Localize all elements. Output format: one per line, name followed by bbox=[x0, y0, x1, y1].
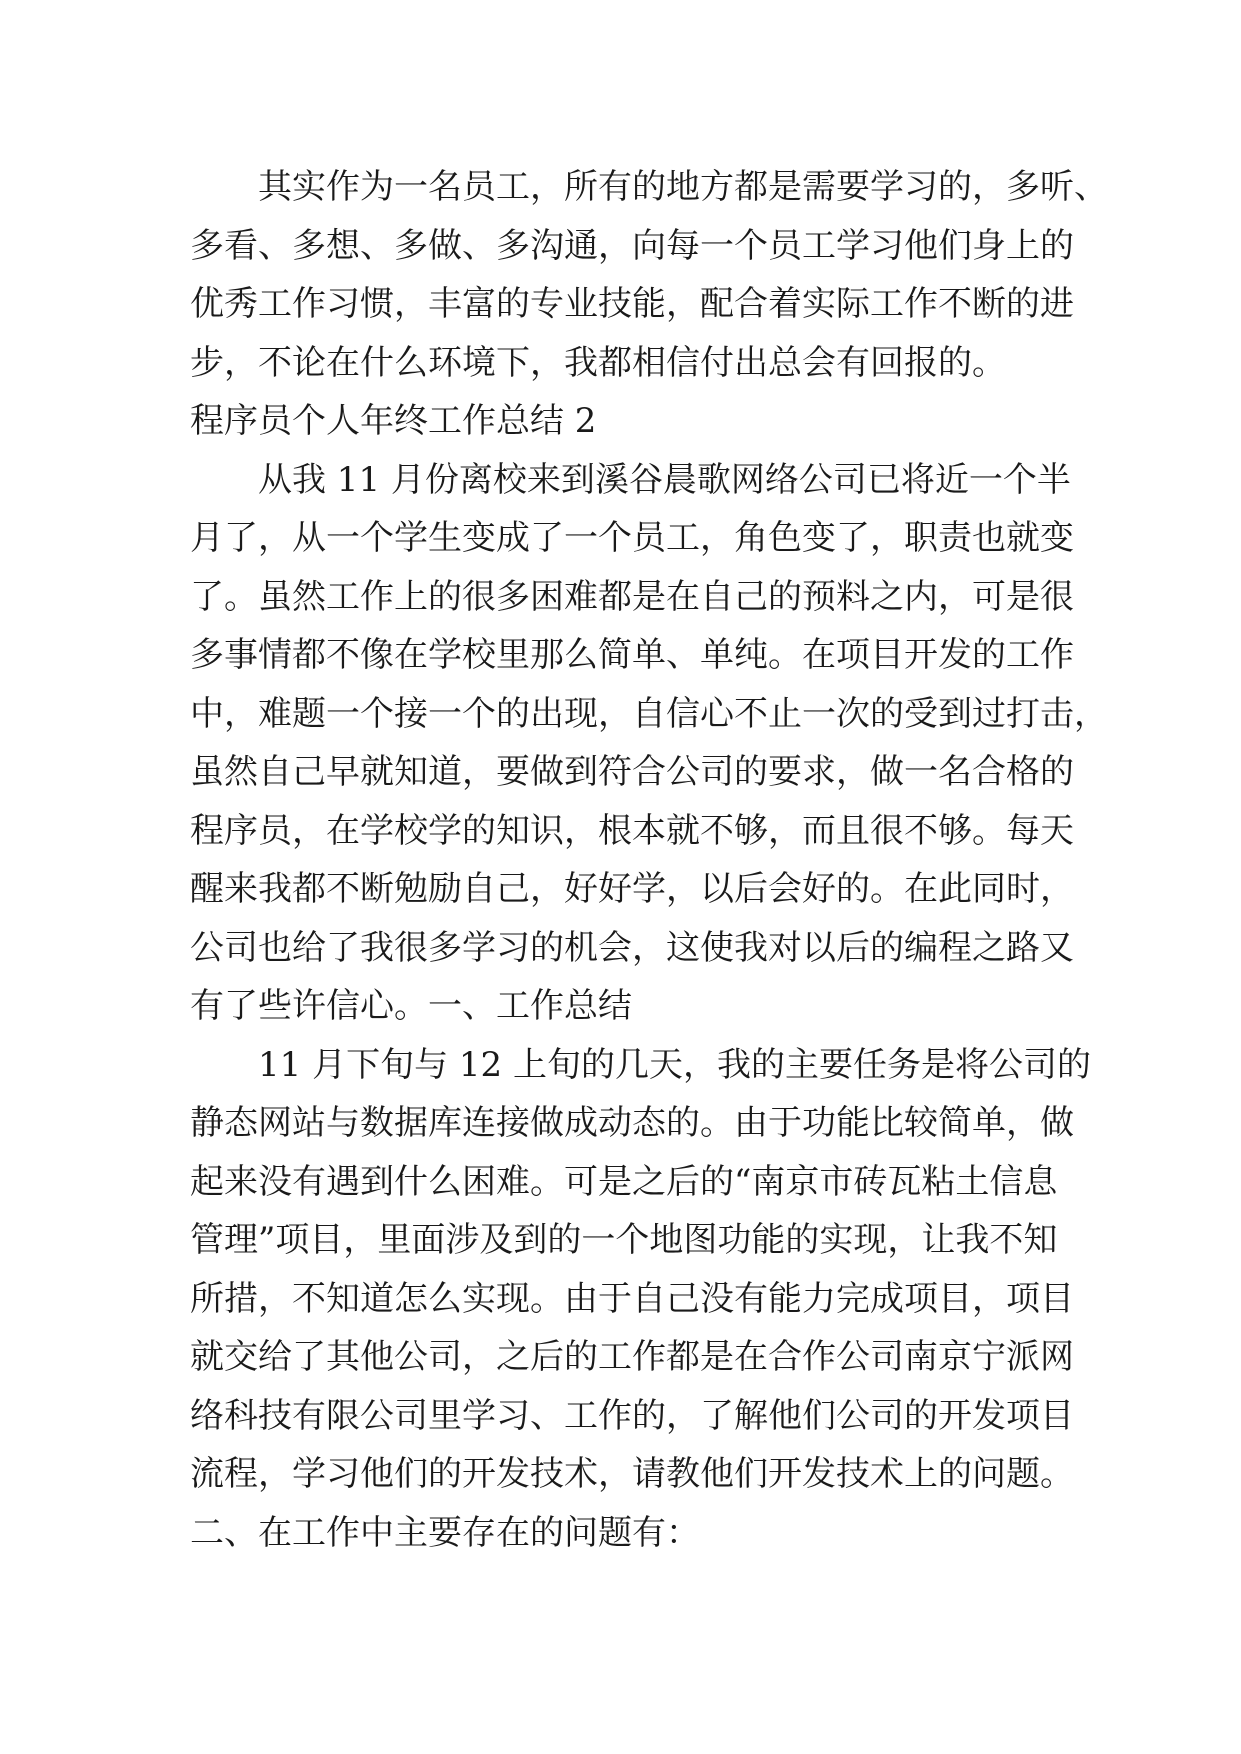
text-line: 静态网站与数据库连接做成动态的。由于功能比较简单，做 bbox=[190, 1103, 1074, 1143]
document-page bbox=[190, 158, 1108, 1562]
text-line: 优秀工作习惯，丰富的专业技能，配合着实际工作不断的进 bbox=[190, 284, 1074, 324]
text-line: 多事情都不像在学校里那么简单、单纯。在项目开发的工作 bbox=[190, 635, 1074, 675]
text-line: 公司也给了我很多学习的机会，这使我对以后的编程之路又 bbox=[190, 927, 1074, 968]
text-line: 二、在工作中主要存在的问题有： bbox=[190, 1512, 700, 1553]
text-line: 多看、多想、多做、多沟通，向每一个员工学习他们身上的 bbox=[190, 225, 1074, 266]
text-line: 流程，学习他们的开发技术，请教他们开发技术上的问题。 bbox=[190, 1454, 1074, 1494]
text-line: 虽然自己早就知道，要做到符合公司的要求，做一名合格的 bbox=[190, 752, 1074, 792]
text-line: 步，不论在什么环境下，我都相信付出总会有回报的。 bbox=[190, 342, 1006, 383]
text-line: 管理”项目，里面涉及到的一个地图功能的实现，让我不知 bbox=[190, 1220, 1058, 1260]
text-line: 月了，从一个学生变成了一个员工，角色变了，职责也就变 bbox=[190, 518, 1074, 558]
text-line: 有了些许信心。一、工作总结 bbox=[190, 986, 632, 1026]
text-line: 程序员，在学校学的知识，根本就不够，而且很不够。每天 bbox=[190, 810, 1074, 851]
text-line: 中，难题一个接一个的出现，自信心不止一次的受到过打击， bbox=[190, 693, 1108, 734]
text-line: 从我 11 月份离校来到溪谷晨歌网络公司已将近一个半 bbox=[258, 459, 1071, 500]
text-line: 其实作为一名员工，所有的地方都是需要学习的，多听、 bbox=[258, 167, 1108, 207]
text-line: 程序员个人年终工作总结 2 bbox=[190, 401, 597, 441]
text-line: 醒来我都不断勉励自己，好好学，以后会好的。在此同时， bbox=[190, 869, 1074, 909]
text-line: 所措，不知道怎么实现。由于自己没有能力完成项目，项目 bbox=[190, 1278, 1074, 1319]
text-line: 络科技有限公司里学习、工作的，了解他们公司的开发项目 bbox=[190, 1395, 1074, 1436]
text-line: 起来没有遇到什么困难。可是之后的“南京市砖瓦粘土信息 bbox=[190, 1161, 1058, 1202]
text-line: 就交给了其他公司，之后的工作都是在合作公司南京宁派网 bbox=[190, 1337, 1074, 1377]
text-line: 11 月下旬与 12 上旬的几天，我的主要任务是将公司的 bbox=[258, 1044, 1091, 1085]
text-line: 了。虽然工作上的很多困难都是在自己的预料之内，可是很 bbox=[190, 576, 1074, 617]
